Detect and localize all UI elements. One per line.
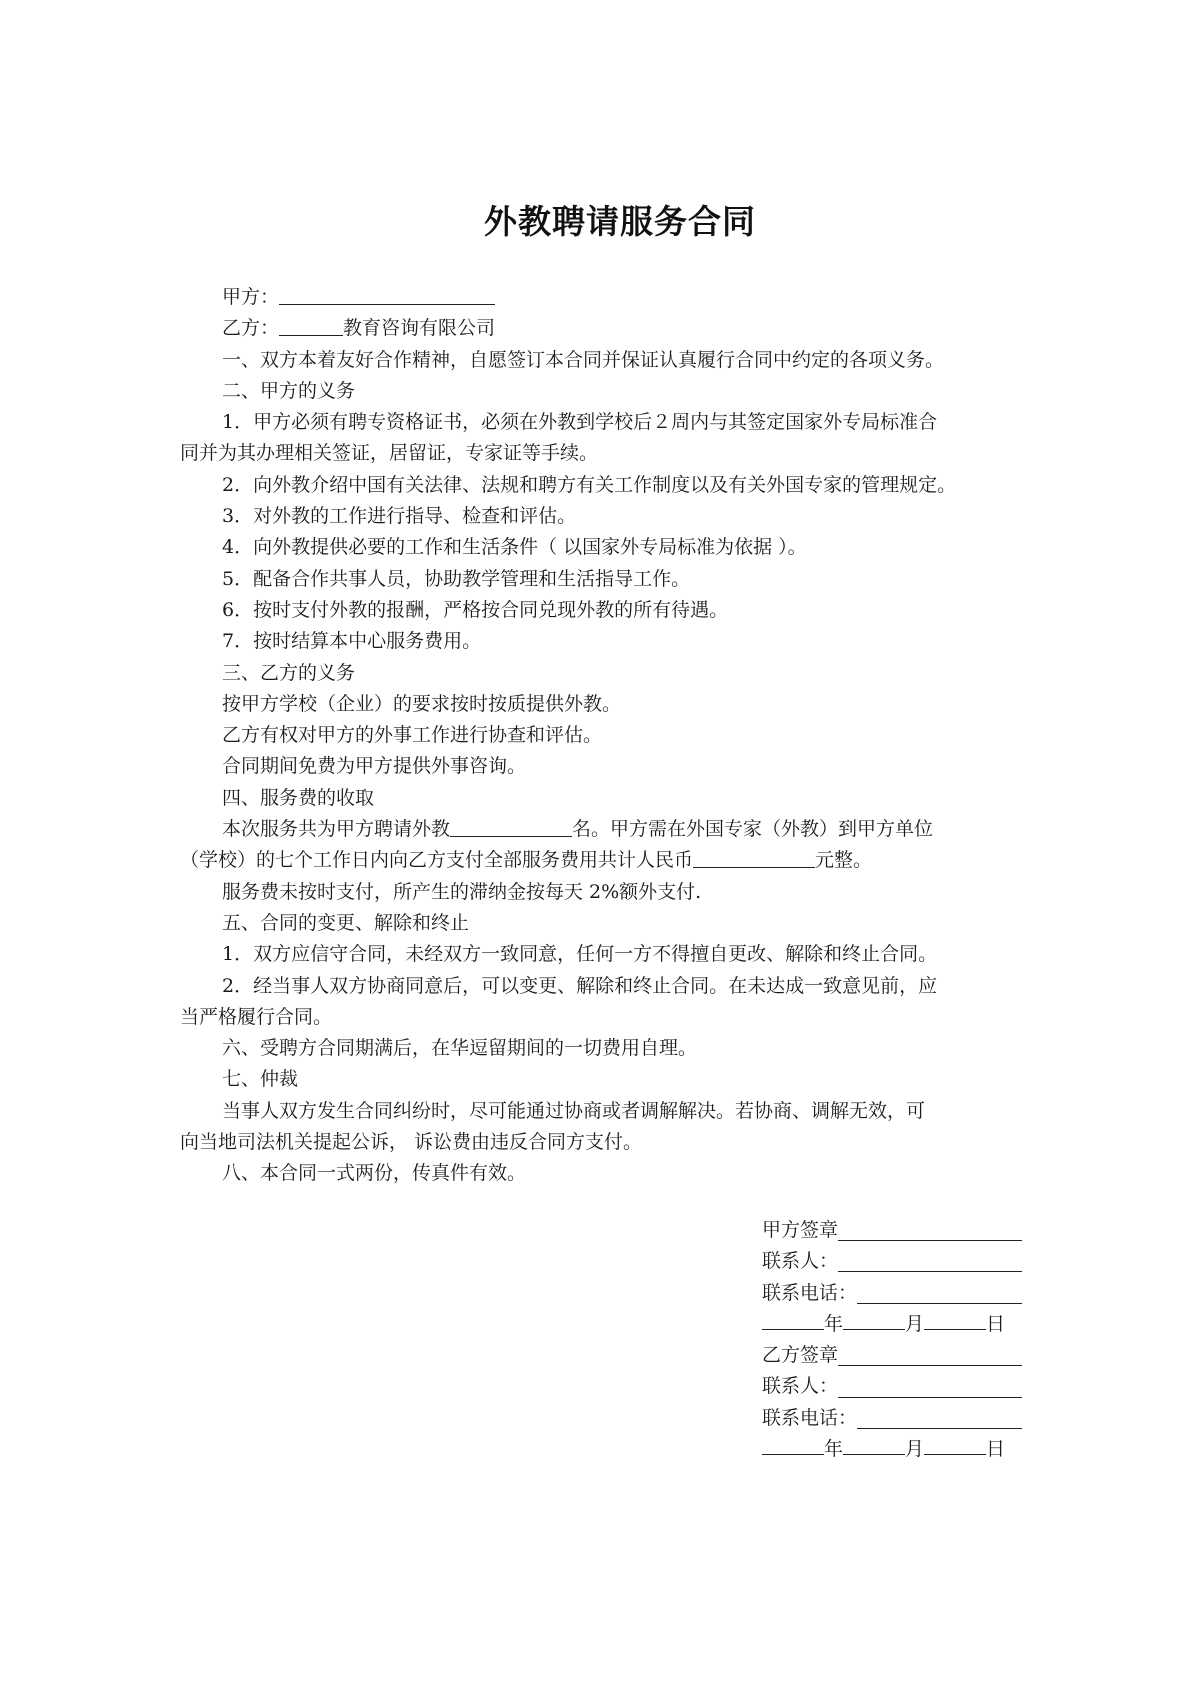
- year-blank[interactable]: [762, 1309, 824, 1330]
- party-a-contact-row: [762, 1246, 1022, 1277]
- section-5-heading: 五、合同的变更、解除和终止: [222, 911, 470, 934]
- party-a-sign-row: [762, 1215, 1022, 1246]
- teacher-count-blank[interactable]: [450, 816, 572, 837]
- year-blank[interactable]: [762, 1434, 824, 1455]
- party-a-phone-label: 联系电话：: [762, 1281, 858, 1304]
- section-7-text: 向当地司法机关提起公诉， 诉讼费由违反合同方支付。: [180, 1131, 643, 1154]
- section-2-item: 3．对外教的工作进行指导、检查和评估。: [222, 505, 577, 528]
- party-b-contact-row: [762, 1371, 1022, 1402]
- section-2-heading: 二、甲方的义务: [222, 379, 356, 402]
- section-7-text: 当事人双方发生合同纠纷时，尽可能通过协商或者调解解决。若协商、调解无效，可: [222, 1099, 926, 1122]
- section-2-item: 4．向外教提供必要的工作和生活条件（ 以国家外专局标准为依据 ）。: [222, 536, 807, 559]
- party-b-sign-row: [762, 1340, 1022, 1371]
- section-2-item: 同并为其办理相关签证，居留证，专家证等手续。: [180, 442, 599, 465]
- section-4-text: 元整。: [815, 849, 873, 872]
- section-7-heading: 七、仲裁: [222, 1068, 299, 1091]
- section-2-item: 5．配备合作共事人员，协助教学管理和生活指导工作。: [222, 567, 691, 590]
- party-b-date-row: [762, 1434, 1022, 1465]
- section-6: 六、受聘方合同期满后，在华逗留期间的一切费用自理。: [222, 1037, 698, 1060]
- party-a-sign-blank[interactable]: [838, 1220, 1022, 1241]
- section-3-item: 乙方有权对甲方的外事工作进行协查和评估。: [222, 724, 603, 747]
- day-blank[interactable]: [924, 1434, 986, 1455]
- party-b-line: [180, 313, 1190, 344]
- section-4-line-2: [180, 845, 1190, 876]
- party-a-blank[interactable]: [279, 284, 495, 305]
- month-label: 月: [905, 1438, 925, 1461]
- party-b-label: 乙方：: [222, 317, 280, 340]
- contract-body: [180, 282, 1190, 1190]
- year-label: 年: [824, 1438, 844, 1461]
- party-b-sign-blank[interactable]: [838, 1345, 1022, 1366]
- clause-1: 一、双方本着友好合作精神，自愿签订本合同并保证认真履行合同中约定的各项义务。: [222, 348, 945, 371]
- party-b-blank[interactable]: [279, 315, 343, 336]
- signature-block: [762, 1215, 1022, 1465]
- section-2-item: 2．向外教介绍中国有关法律、法规和聘方有关工作制度以及有关外国专家的管理规定。: [222, 473, 957, 496]
- party-b-contact-blank[interactable]: [838, 1377, 1022, 1398]
- party-a-phone-row: [762, 1278, 1022, 1309]
- party-b-phone-label: 联系电话：: [762, 1406, 858, 1429]
- day-blank[interactable]: [924, 1309, 986, 1330]
- party-b-phone-row: [762, 1403, 1022, 1434]
- section-3-item: 按甲方学校（企业）的要求按时按质提供外教。: [222, 692, 622, 715]
- section-5-item: 2．经当事人双方协商同意后，可以变更、解除和终止合同。在未达成一致意见前，应: [222, 974, 938, 997]
- section-4-text: （学校）的七个工作日内向乙方支付全部服务费用共计人民币: [180, 849, 694, 872]
- document-title: 外教聘请服务合同: [484, 202, 756, 241]
- section-2-item: 1．甲方必须有聘专资格证书，必须在外教到学校后２周内与其签定国家外专局标准合: [222, 411, 938, 434]
- section-3-item: 合同期间免费为甲方提供外事咨询。: [222, 755, 527, 778]
- year-label: 年: [824, 1312, 844, 1335]
- section-4-text: 本次服务共为甲方聘请外教: [222, 818, 451, 841]
- section-5-item: 当严格履行合同。: [180, 1005, 333, 1028]
- party-b-sign-label: 乙方签章: [762, 1344, 839, 1367]
- section-2-item: 6．按时支付外教的报酬，严格按合同兑现外教的所有待遇。: [222, 598, 729, 621]
- party-a-line: [180, 282, 1190, 313]
- fee-amount-blank[interactable]: [693, 847, 815, 868]
- party-a-date-row: [762, 1309, 1022, 1340]
- section-3-heading: 三、乙方的义务: [222, 661, 356, 684]
- section-4-line-3: 服务费未按时支付，所产生的滞纳金按每天 2%额外支付.: [222, 880, 702, 903]
- party-b-suffix: 教育咨询有限公司: [343, 317, 496, 340]
- party-b-contact-label: 联系人：: [762, 1375, 839, 1398]
- month-blank[interactable]: [843, 1309, 905, 1330]
- section-5-item: 1．双方应信守合同，未经双方一致同意，任何一方不得擅自更改、解除和终止合同。: [222, 943, 938, 966]
- section-8: 八、本合同一式两份，传真件有效。: [222, 1162, 527, 1185]
- month-blank[interactable]: [843, 1434, 905, 1455]
- section-4-heading: 四、服务费的收取: [222, 786, 375, 809]
- party-a-sign-label: 甲方签章: [762, 1219, 839, 1241]
- month-label: 月: [905, 1312, 925, 1335]
- party-a-phone-blank[interactable]: [857, 1283, 1022, 1304]
- section-2-item: 7．按时结算本中心服务费用。: [222, 630, 482, 653]
- day-label: 日: [986, 1312, 1006, 1335]
- party-b-phone-blank[interactable]: [857, 1408, 1022, 1429]
- section-4-text: 名。甲方需在外国专家（外教）到甲方单位: [572, 818, 934, 841]
- party-a-contact-blank[interactable]: [838, 1251, 1022, 1272]
- section-4-line-1: [180, 814, 1190, 845]
- party-a-contact-label: 联系人：: [762, 1250, 839, 1273]
- day-label: 日: [986, 1438, 1006, 1461]
- party-a-label: 甲方：: [222, 286, 280, 308]
